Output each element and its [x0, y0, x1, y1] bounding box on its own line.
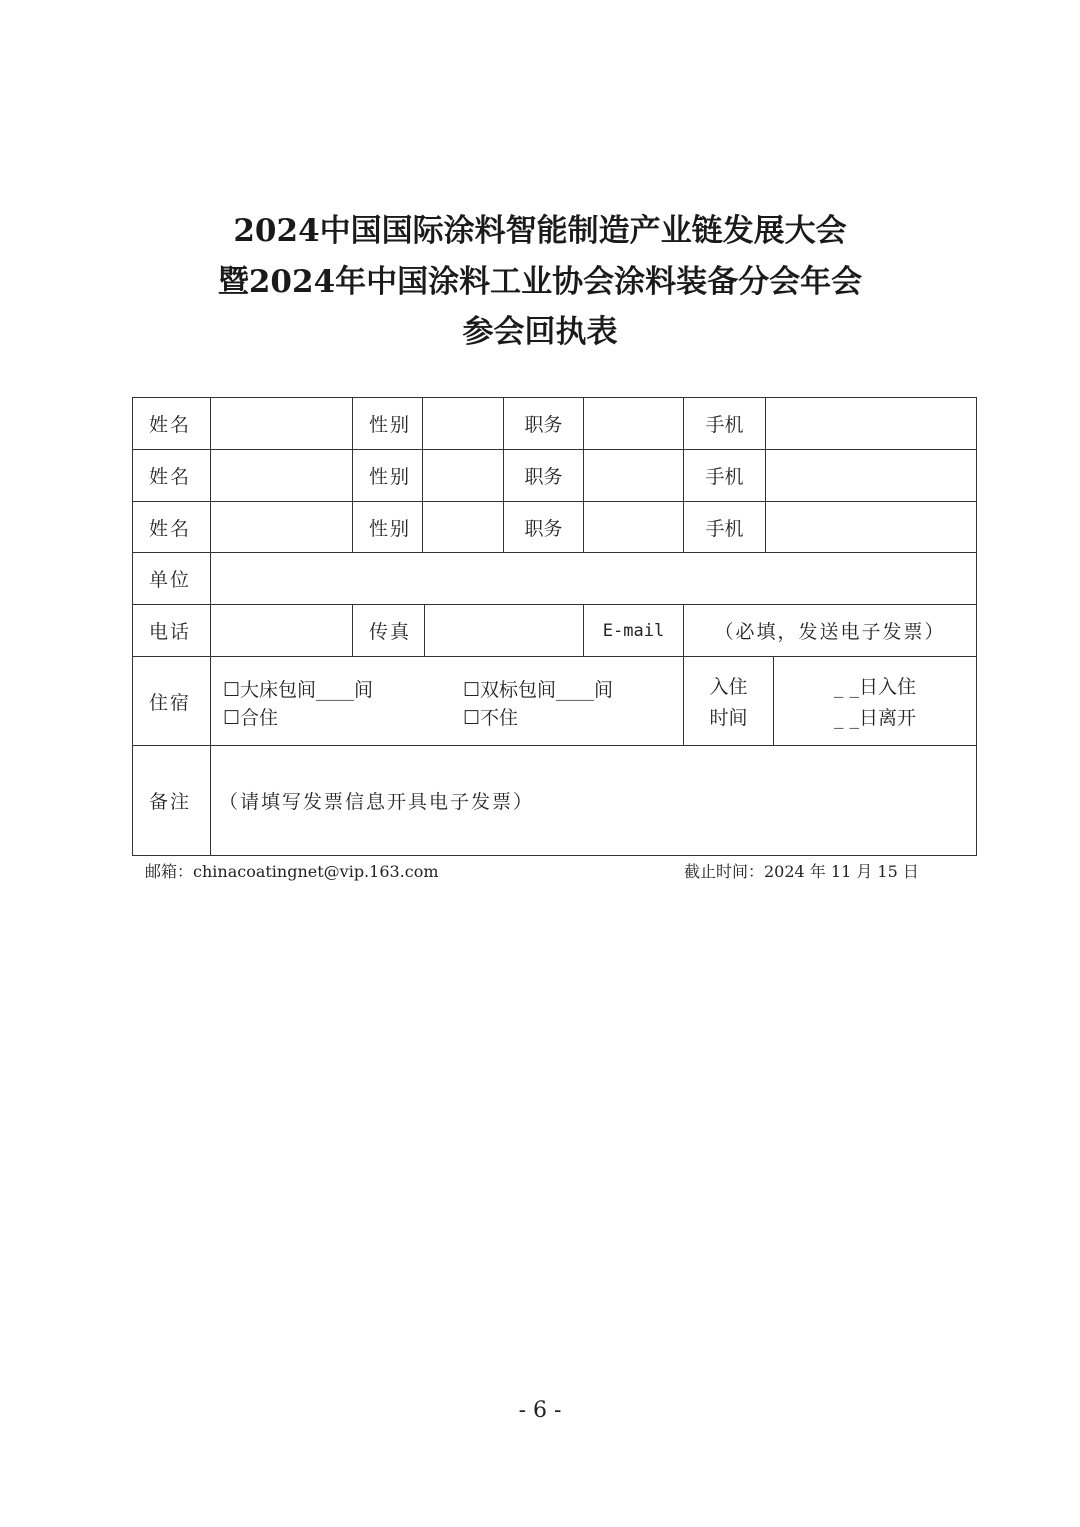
phone-field[interactable]	[210, 604, 353, 657]
gender-label: 性别	[352, 501, 423, 553]
doc-title-line-2: 暨2024年中国涂料工业协会涂料装备分会年会	[217, 264, 863, 300]
contact-email: 邮箱：chinacoatingnet@vip.163.com	[145, 862, 439, 881]
email-label: E-mail	[583, 604, 684, 657]
name-label: 姓名	[132, 397, 211, 450]
page-number: - 6 -	[518, 1398, 562, 1423]
mobile-label: 手机	[683, 449, 766, 502]
twin-room-checkbox[interactable]: ☐双标包间____间	[463, 679, 614, 701]
name-field[interactable]	[210, 501, 353, 553]
mobile-label: 手机	[683, 397, 766, 450]
gender-field[interactable]	[422, 449, 504, 502]
checkin-label-line: 入住	[709, 676, 748, 698]
mobile-label: 手机	[683, 501, 766, 553]
fax-label: 传真	[352, 604, 425, 657]
mobile-field[interactable]	[765, 501, 977, 553]
shared-room-checkbox[interactable]: ☐合住	[223, 707, 279, 729]
phone-label: 电话	[132, 604, 211, 657]
gender-label: 性别	[352, 397, 423, 450]
name-field[interactable]	[210, 397, 353, 450]
checkin-date-field[interactable]: _ _日入住	[833, 676, 917, 698]
position-label: 职务	[503, 449, 584, 502]
remarks-label: 备注	[132, 745, 211, 856]
position-label: 职务	[503, 397, 584, 450]
king-room-checkbox[interactable]: ☐大床包间____间	[223, 679, 374, 701]
unit-field[interactable]	[210, 552, 977, 605]
name-label: 姓名	[132, 501, 211, 553]
unit-label: 单位	[132, 552, 211, 605]
mobile-field[interactable]	[765, 397, 977, 450]
lodging-options	[210, 656, 684, 746]
checkout-date-field[interactable]: _ _日离开	[833, 707, 917, 729]
name-label: 姓名	[132, 449, 211, 502]
gender-field[interactable]	[422, 397, 504, 450]
fax-field[interactable]	[424, 604, 584, 657]
email-field[interactable]: （必填，发送电子发票）	[683, 604, 977, 657]
lodging-label: 住宿	[132, 656, 211, 746]
mobile-field[interactable]	[765, 449, 977, 502]
doc-title-line-1: 2024中国国际涂料智能制造产业链发展大会	[233, 213, 847, 249]
checkin-dates	[773, 656, 977, 746]
position-label: 职务	[503, 501, 584, 553]
doc-title-line-3: 参会回执表	[462, 314, 618, 350]
no-lodging-checkbox[interactable]: ☐不住	[463, 707, 519, 729]
gender-label: 性别	[352, 449, 423, 502]
position-field[interactable]	[583, 397, 684, 450]
checkin-time-label	[683, 656, 774, 746]
position-field[interactable]	[583, 449, 684, 502]
checkin-label-line: 时间	[709, 707, 748, 729]
name-field[interactable]	[210, 449, 353, 502]
gender-field[interactable]	[422, 501, 504, 553]
remarks-field[interactable]: （请填写发票信息开具电子发票）	[210, 745, 977, 856]
deadline: 截止时间：2024 年 11 月 15 日	[684, 862, 919, 881]
position-field[interactable]	[583, 501, 684, 553]
